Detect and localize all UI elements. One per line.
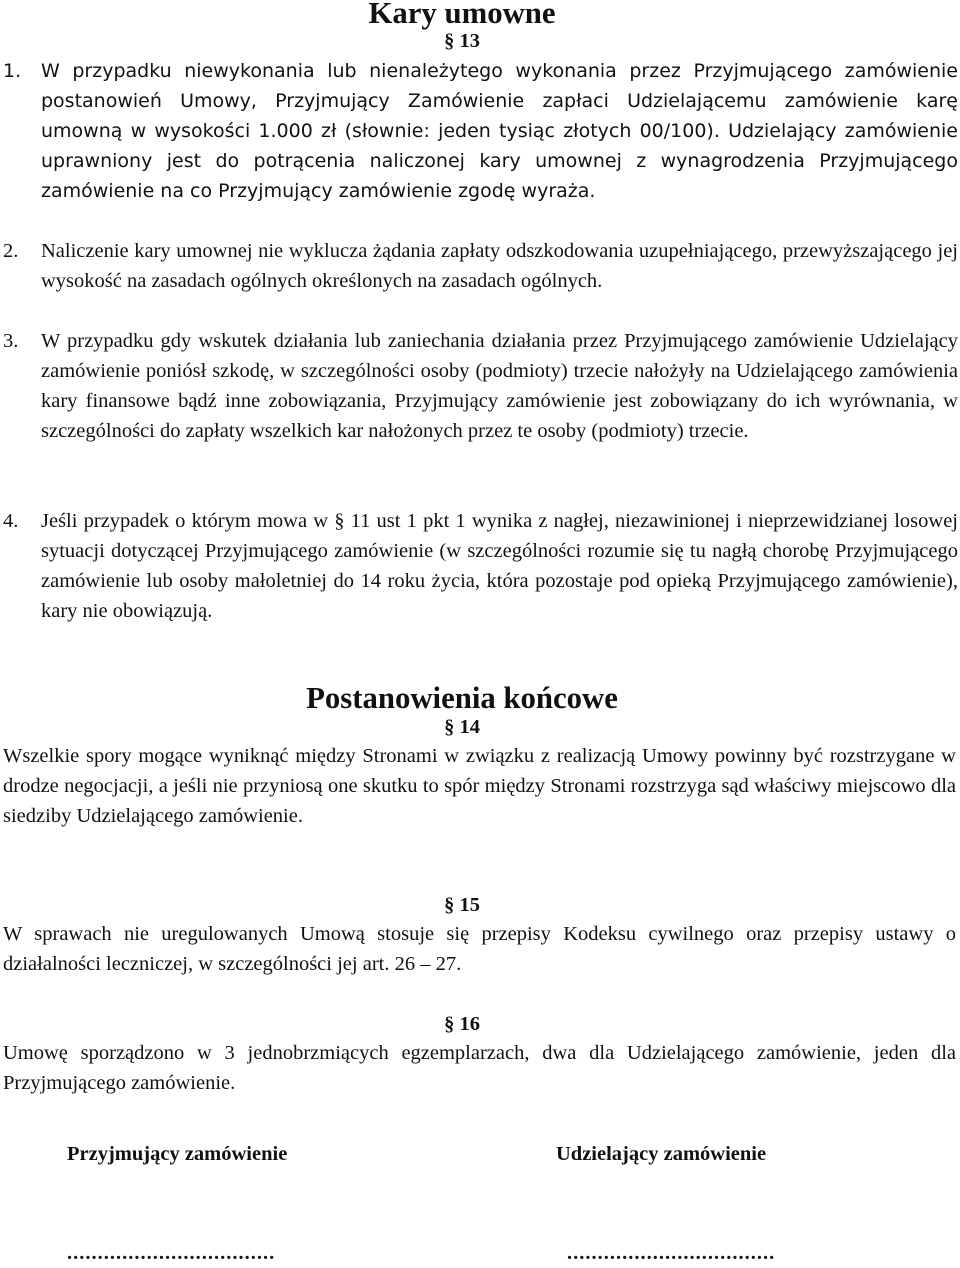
- list-item: [3, 506, 958, 626]
- paragraph-14-text: Wszelkie spory mogące wyniknąć między Stronami w związku z realizacją Umowy powinny być rozstrzygane w drodze negocjacji, a jeśli nie przyniosą one skutku to spór między Stronami rozstrzyga sąd właściwy miejscowo dla siedziby Udzielającego zamówienie.: [3, 745, 956, 827]
- list-item: [3, 326, 958, 446]
- paragraph-16-text: Umowę sporządzono w 3 jednobrzmiących egzemplarzach, dwa dla Udzielającego zamówienie, jeden dla Przyjmującego zamówienie.: [3, 1042, 956, 1094]
- list-item-number: 3.: [3, 330, 19, 352]
- list-item-text: W przypadku niewykonania lub nienależytego wykonania przez Przyjmującego zamówienie postanowień Umowy, Przyjmujący Zamówienie zapłaci Udzielającemu zamówienie karę umowną w wysokości 1.000 zł (słownie: jeden tysiąc złotych 00/100). Udzielający zamówienie uprawniony jest do potrącenia naliczonej kary umownej z wynagrodzenia Przyjmującego zamówienie na co Przyjmujący zamówienie zgodę wyraża.: [41, 60, 958, 202]
- signature-label-udzielajacy: Udzielający zamówienie: [556, 1143, 767, 1165]
- signature-line-right: ..................................: [567, 1242, 776, 1264]
- section-title-kary-umowne: Kary umowne: [368, 0, 556, 30]
- list-item-text: Jeśli przypadek o którym mowa w § 11 ust 1 pkt 1 wynika z nagłej, niezawinionej i nieprzewidzianej losowej sytuacji dotyczącej Przyjmującego zamówienie (w szczególności rozumie się tu nagłą chorobę Przyjmującego zamówienie lub osoby małoletniej do 14 roku życia, która pozostaje pod opieką Przyjmującego zamówienie), kary nie obowiązują.: [41, 510, 958, 622]
- paragraph-sign-14: § 14: [444, 716, 480, 738]
- list-item: [3, 236, 958, 296]
- paragraph-15-text: W sprawach nie uregulowanych Umową stosuje się przepisy Kodeksu cywilnego oraz przepisy ustawy o działalności leczniczej, w szczególności jej art. 26 – 27.: [3, 923, 956, 975]
- paragraph-sign-16: § 16: [444, 1013, 480, 1035]
- list-item-text: W przypadku gdy wskutek działania lub zaniechania działania przez Przyjmującego zamówienie Udzielający zamówienie poniósł szkodę, w szczególności osoby (podmioty) trzecie nałożyły na Udzielającego zamówienia kary finansowe bądź inne zobowiązania, Przyjmujący zamówienie jest zobowiązany do ich wyrównania, w szczególności do zapłaty wszelkich kar nałożonych przez te osoby (podmioty) trzecie.: [41, 330, 958, 442]
- signature-label-przyjmujacy: Przyjmujący zamówienie: [67, 1143, 288, 1165]
- list-item-text: Naliczenie kary umownej nie wyklucza żądania zapłaty odszkodowania uzupełniającego, przewyższającego jej wysokość na zasadach ogólnych określonych na zasadach ogólnych.: [41, 240, 958, 292]
- list-item: [3, 56, 958, 206]
- paragraph-sign-13: § 13: [444, 30, 480, 52]
- signature-line-left: ..................................: [67, 1242, 276, 1264]
- section-title-postanowienia-koncowe: Postanowienia końcowe: [306, 681, 618, 715]
- paragraph-sign-15: § 15: [444, 894, 480, 916]
- list-item-number: 2.: [3, 240, 19, 262]
- list-item-number: 4.: [3, 510, 19, 532]
- list-item-number: 1.: [3, 60, 22, 82]
